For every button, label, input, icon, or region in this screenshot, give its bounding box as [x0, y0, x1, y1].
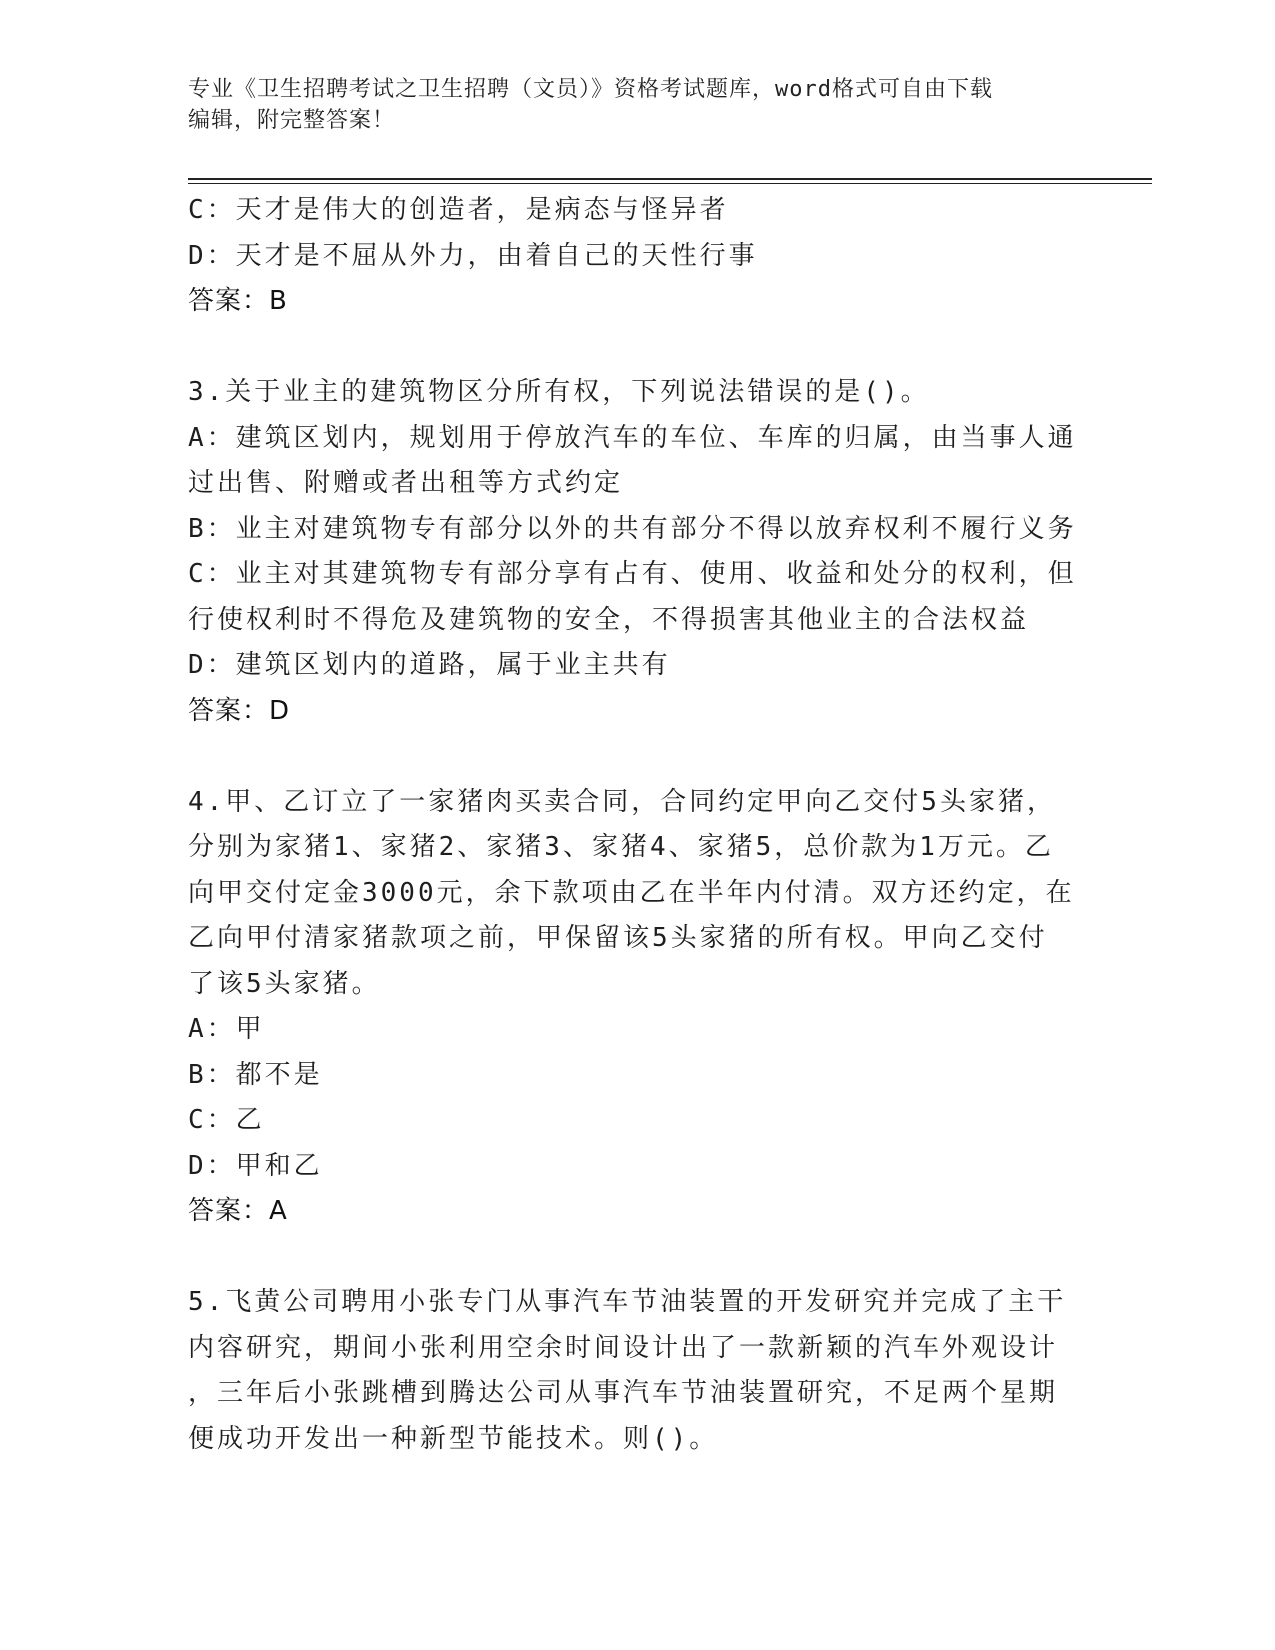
header-line: 专业《卫生招聘考试之卫生招聘（文员）》资格考试题库，word格式可自由下载 — [188, 77, 993, 102]
option-c: C：乙 — [188, 1105, 265, 1135]
answer-label: 答案：D — [188, 695, 291, 726]
document-header — [188, 74, 1088, 136]
option-a: A：甲 — [188, 1014, 265, 1044]
question-stem: 3.关于业主的建筑物区分所有权，下列说法错误的是()。 — [188, 377, 930, 407]
option-a: A：建筑区划内，规划用于停放汽车的车位、车库的归属，由当事人通 — [188, 422, 1077, 453]
question-3 — [188, 370, 1088, 734]
option-d: D：建筑区划内的道路，属于业主共有 — [188, 650, 671, 680]
question-stem-cont: 了该5头家猪。 — [188, 968, 381, 999]
question-stem-cont: 分别为家猪1、家猪2、家猪3、家猪4、家猪5，总价款为1万元。乙 — [188, 832, 1054, 862]
question-stem: 4.甲、乙订立了一家猪肉买卖合同，合同约定甲向乙交付5头家猪， — [188, 786, 1056, 817]
question-5 — [188, 1280, 1088, 1462]
header-line: 编辑，附完整答案！ — [188, 108, 396, 133]
question-list — [188, 188, 1088, 1462]
option-d: D：天才是不屈从外力，由着自己的天性行事 — [188, 240, 758, 271]
option-c: C：业主对其建筑物专有部分享有占有、使用、收益和处分的权利，但 — [188, 559, 1077, 589]
question-2-tail — [188, 188, 1088, 325]
question-stem-cont: 向甲交付定金3000元，余下款项由乙在半年内付清。双方还约定，在 — [188, 877, 1075, 908]
option-b: B：都不是 — [188, 1059, 323, 1090]
question-stem-cont: ，三年后小张跳槽到腾达公司从事汽车节油装置研究，不足两个星期 — [188, 1378, 1059, 1408]
spacer — [188, 325, 1088, 371]
option-c: C：天才是伟大的创造者，是病态与怪异者 — [188, 195, 729, 225]
option-a-cont: 过出售、附赠或者出租等方式约定 — [188, 468, 624, 498]
header-divider — [188, 178, 1152, 180]
question-4 — [188, 780, 1088, 1235]
option-c-cont: 行使权利时不得危及建筑物的安全，不得损害其他业主的合法权益 — [188, 604, 1030, 635]
answer-label: 答案：B — [188, 286, 288, 316]
question-stem: 5.飞黄公司聘用小张专门从事汽车节油装置的开发研究并完成了主干 — [188, 1287, 1067, 1317]
header-divider-thin — [188, 183, 1152, 184]
spacer — [188, 1235, 1088, 1281]
question-stem-cont: 内容研究，期间小张利用空余时间设计出了一款新颖的汽车外观设计 — [188, 1332, 1059, 1363]
option-d: D：甲和乙 — [188, 1150, 323, 1181]
spacer — [188, 734, 1088, 780]
answer-label: 答案：A — [188, 1196, 288, 1226]
question-stem-cont: 乙向甲付清家猪款项之前，甲保留该5头家猪的所有权。甲向乙交付 — [188, 923, 1048, 953]
option-b: B：业主对建筑物专有部分以外的共有部分不得以放弃权利不履行义务 — [188, 513, 1077, 544]
question-stem-cont: 便成功开发出一种新型节能技术。则()。 — [188, 1423, 719, 1454]
